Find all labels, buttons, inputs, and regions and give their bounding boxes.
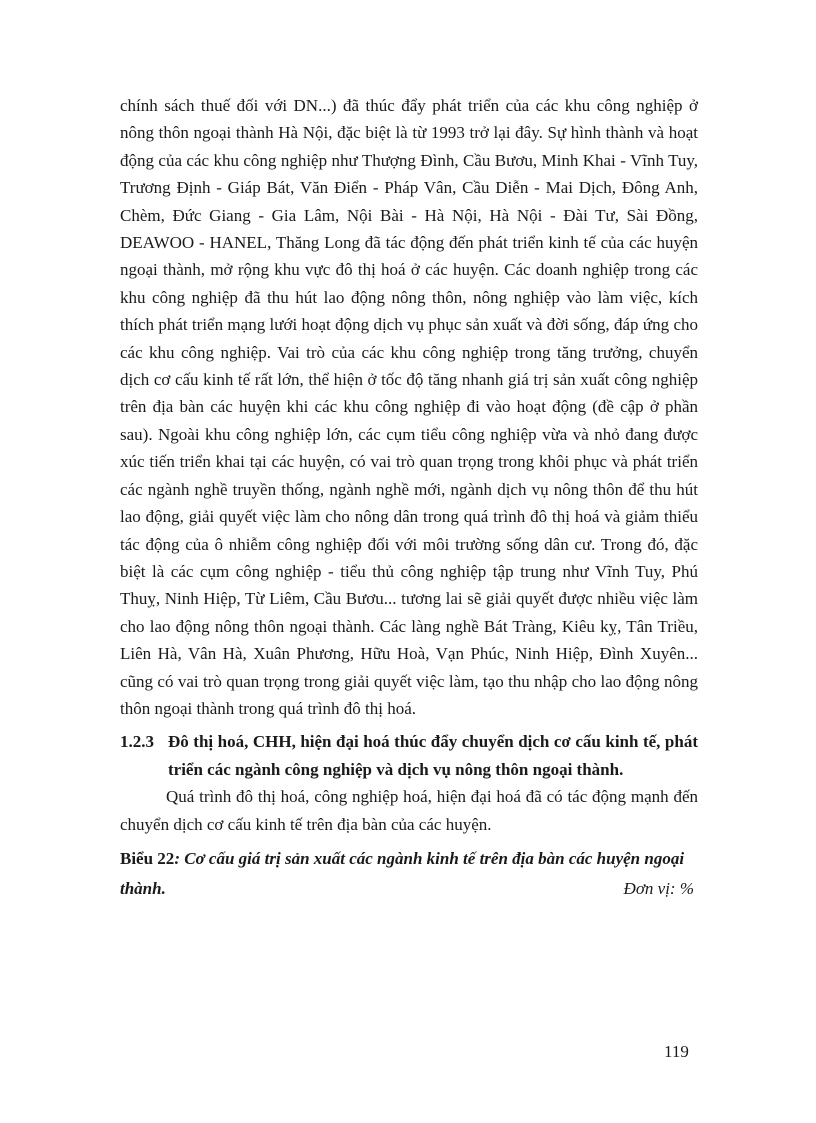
table-caption <box>120 844 698 904</box>
page-number: 119 <box>664 1042 689 1061</box>
section-number: 1.2.3 <box>120 732 154 752</box>
caption-text: : Cơ cấu giá trị sản xuất các ngành kinh tế trên địa bàn các huyện ngoại thành. <box>120 848 685 898</box>
body-paragraph-2: Quá trình đô thị hoá, công nghiệp hoá, hiện đại hoá đã có tác động mạnh đến chuyển dịch cơ cấu kinh tế trên địa bàn của các huyện. <box>120 787 698 834</box>
section-title: Đô thị hoá, CHH, hiện đại hoá thúc đẩy chuyển dịch cơ cấu kinh tế, phát triển các ngành công nghiệp và dịch vụ nông thôn ngoại thành. <box>168 732 698 779</box>
section-heading <box>120 728 698 783</box>
document-page <box>120 92 698 904</box>
caption-unit: Đơn vị: % <box>623 878 694 898</box>
body-paragraph-1: chính sách thuế đối với DN...) đã thúc đẩy phát triển của các khu công nghiệp ở nông thôn ngoại thành Hà Nội, đặc biệt là từ 1993 trở lại đây. Sự hình thành và hoạt động của các khu công nghiệp như Thượng Đình, Cầu Bươu, Minh Khai - Vĩnh Tuy, Trương Định - Giáp Bát, Văn Điển - Pháp Vân, Cầu Diễn - Mai Dịch, Đông Anh, Chèm, Đức Giang - Gia Lâm, Nội Bài - Hà Nội, Hà Nội - Đài Tư, Sài Đồng, DEAWOO - HANEL, Thăng Long đã tác động đến phát triển kinh tế của các huyện ngoại thành, mở rộng khu vực đô thị hoá ở các huyện. Các doanh nghiệp trong các khu công nghiệp đã thu hút lao động nông thôn, nông nghiệp vào làm việc, kích thích phát triển mạng lưới hoạt động dịch vụ phục sản xuất và đời sống, đáp ứng cho các khu công nghiệp. Vai trò của các khu công nghiệp trong tăng trưởng, chuyển dịch cơ cấu kinh tế rất lớn, thể hiện ở tốc độ tăng nhanh giá trị sản xuất công nghiệp trên địa bàn các huyện khi các khu công nghiệp đi vào hoạt động (đề cập ở phần sau). Ngoài khu công nghiệp lớn, các cụm tiểu công nghiệp vừa và nhỏ đang được xúc tiến triển khai tại các huyện, có vai trò quan trọng trong khôi phục và phát triển các ngành nghề truyền thống, ngành nghề mới, ngành dịch vụ nông thôn để thu hút lao động, giải quyết việc làm cho nông dân trong quá trình đô thị hoá và giảm thiểu tác động của ô nhiễm công nghiệp đối với môi trường sống dân cư. Trong đó, đặc biệt là các cụm công nghiệp - tiểu thủ công nghiệp tập trung như Vĩnh Tuy, Phú Thuỵ, Ninh Hiệp, Từ Liêm, Cầu Bươu... tương lai sẽ giải quyết được nhiều việc làm cho lao động nông thôn ngoại thành. Các làng nghề Bát Tràng, Kiêu kỵ, Tân Triều, Liên Hà, Vân Hà, Xuân Phương, Hữu Hoà, Vạn Phúc, Ninh Hiệp, Đình Xuyên... cũng có vai trò quan trọng trong giải quyết việc làm, tạo thu nhập cho lao động nông thôn ngoại thành trong quá trình đô thị hoá. <box>120 96 698 718</box>
caption-label: Biểu 22 <box>120 848 175 868</box>
